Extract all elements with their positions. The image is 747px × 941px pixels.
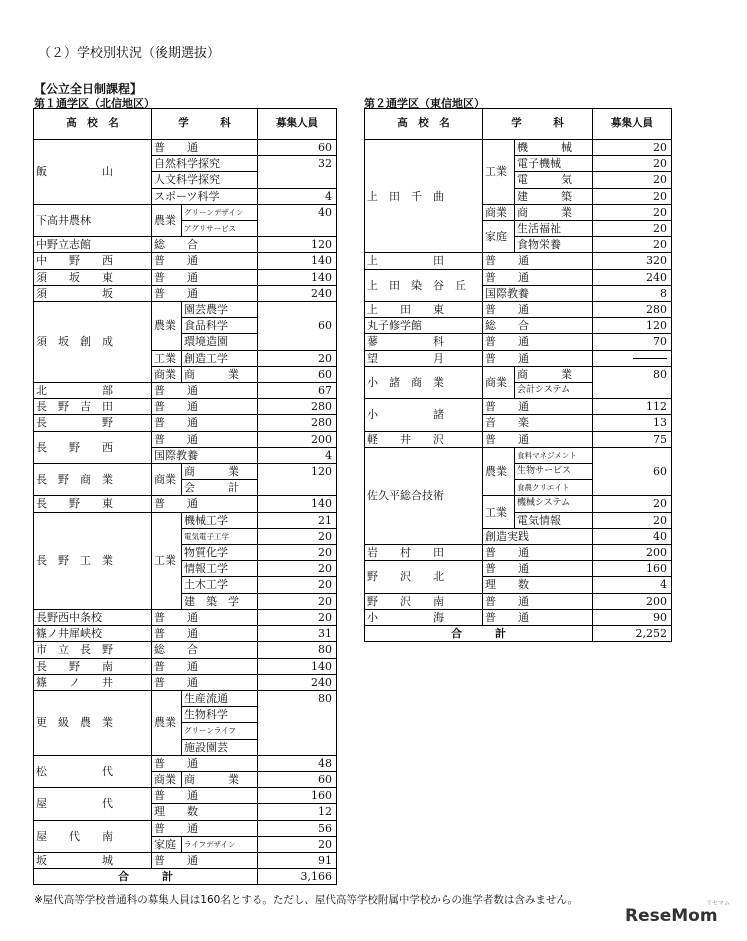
dept-name: 電 気 [515,172,593,188]
count: 112 [593,399,672,415]
count: 31 [258,626,337,642]
count: 80 [258,642,337,658]
district-2-table [364,108,672,642]
total-row [34,869,337,885]
course-category: 【公立全日制課程】 [34,82,143,96]
dept-group: 工業 [483,496,515,528]
dept-name: 普 通 [152,140,258,156]
dept-name: アグリサービス [182,221,258,237]
count: 20 [593,172,672,188]
dept-name: 創造工学 [182,350,258,366]
dept-name: 国際教養 [152,447,258,463]
dept-name: 普 通 [152,852,258,868]
count: 20 [593,512,672,528]
dept-name: 電子機械 [515,156,593,172]
school-name: 長 野 吉 田 [34,399,152,415]
table-row [365,302,672,318]
school-name: 小 諸 商 業 [365,366,483,398]
count: 60 [258,302,337,351]
table-row [34,302,337,318]
count: 21 [258,512,337,528]
count: 80 [258,690,337,755]
dept-name: 普 通 [483,545,593,561]
count: 140 [258,253,337,269]
dept-name: 自然科学探究 [152,156,258,172]
dash-mark [633,358,667,359]
count: 4 [593,577,672,593]
table-row [34,852,337,868]
count: 140 [258,496,337,512]
table-row [34,788,337,804]
dept-name: 電気情報 [515,512,593,528]
count: 20 [258,836,337,852]
school-name: 松 代 [34,755,152,787]
school-name: 長 野 [34,415,152,431]
dept-name: 普 通 [483,593,593,609]
logo-subtext: リセマム [706,900,730,907]
header-dept: 学 科 [483,109,593,140]
dept-name: 生活福祉 [515,221,593,237]
school-name: 坂 城 [34,852,152,868]
count: 120 [258,464,337,496]
count: 20 [258,528,337,544]
school-name: 須 坂 創 成 [34,302,152,383]
count: 280 [593,302,672,318]
school-name: 篠ノ井犀峡校 [34,626,152,642]
table-row [365,447,672,463]
dept-group: 商業 [152,464,182,496]
count: 120 [593,318,672,334]
dept-name: 商 業 [182,771,258,787]
dept-name: 会計システム [515,383,593,399]
header-count: 募集人員 [593,109,672,140]
table-row [34,464,337,480]
count: 320 [593,253,672,269]
dept-name: 総 合 [152,642,258,658]
count: 20 [258,545,337,561]
count: 75 [593,431,672,447]
table-row [365,318,672,334]
footnote: ※屋代高等学校普通科の募集人員は160名とする。ただし、屋代高等学校附属中学校からの進学者数は含みません。 [34,894,578,906]
dept-name: 機械工学 [182,512,258,528]
count: 20 [593,156,672,172]
count: 90 [593,609,672,625]
dept-name: 電気電子工学 [182,528,258,544]
count: 20 [593,221,672,237]
table-row [365,561,672,577]
table-row [34,140,337,156]
district-2-title: 第２通学区（東信地区） [364,97,485,110]
school-name: 岩 村 田 [365,545,483,561]
dept-name: 国際教養 [483,285,593,301]
header-count: 募集人員 [258,109,337,140]
count: 240 [593,269,672,285]
dept-name: スポーツ科学 [152,188,258,204]
count: 20 [593,140,672,156]
table-row [34,383,337,399]
table-row [34,609,337,625]
dept-name: 機 械 [515,140,593,156]
school-name: 上 田 千 曲 [365,140,483,253]
table-row [365,140,672,156]
dept-name: 音 楽 [483,415,593,431]
dept-name: 情報工学 [182,561,258,577]
dept-name: 普 通 [483,561,593,577]
table-row [34,690,337,706]
school-name: 篠 ノ 井 [34,674,152,690]
count: 120 [258,237,337,253]
dept-name: 普 通 [152,609,258,625]
count: 20 [593,188,672,204]
table-row [34,755,337,771]
table-row [365,545,672,561]
dept-group: 商業 [152,771,182,787]
dept-name: 人文科学探究 [152,172,258,188]
school-name: 上 田 染 谷 丘 [365,269,483,301]
count: 20 [593,496,672,512]
dept-group: 工業 [483,140,515,205]
header-school: 高 校 名 [365,109,483,140]
count: 280 [258,415,337,431]
dept-name: 総 合 [152,237,258,253]
dept-name: 普 通 [152,496,258,512]
count: 60 [258,140,337,156]
school-name: 小 海 [365,609,483,625]
count: 200 [593,545,672,561]
dept-name: ライフデザイン [182,836,258,852]
count: 67 [258,383,337,399]
table-row [34,269,337,285]
total-label: 合 計 [365,626,593,642]
total-label: 合 計 [34,869,258,885]
table-row [34,512,337,528]
dept-name: 普 通 [152,674,258,690]
count: 70 [593,334,672,350]
dept-name: 普 通 [152,285,258,301]
dept-name: 普 通 [152,820,258,836]
count: 13 [593,415,672,431]
school-name: 長 野 南 [34,658,152,674]
count: 12 [258,804,337,820]
dept-name: 普 通 [152,399,258,415]
dept-name: 食品科学 [182,318,258,334]
table-row [365,399,672,415]
count: 160 [258,788,337,804]
school-name: 小 諸 [365,399,483,431]
table-row [365,350,672,366]
dept-name: 食料マネジメント [515,447,593,463]
dept-name: 食物栄養 [515,237,593,253]
school-name: 丸子修学館 [365,318,483,334]
total-count: 2,252 [593,626,672,642]
dept-name: 普 通 [152,658,258,674]
count: 40 [258,204,337,236]
count: 20 [258,561,337,577]
dept-group: 商業 [483,204,515,220]
school-name: 須 坂 [34,285,152,301]
table-row [34,431,337,447]
resemom-logo: ReseMom [625,906,718,926]
school-name: 更 級 農 業 [34,690,152,755]
school-name: 上 田 [365,253,483,269]
table-row [34,253,337,269]
count: 20 [593,204,672,220]
table-row [365,334,672,350]
dept-name: 生物科学 [182,707,258,723]
school-name: 軽 井 沢 [365,431,483,447]
dept-name: 物質化学 [182,545,258,561]
header-dept: 学 科 [152,109,258,140]
count: 91 [258,852,337,868]
dept-name: 施設園芸 [182,739,258,755]
dept-group: 家庭 [483,221,515,253]
dept-name: 普 通 [152,755,258,771]
count: 140 [258,658,337,674]
table-row [34,674,337,690]
school-name: 野 沢 南 [365,593,483,609]
table-header [365,109,672,140]
dept-name: 会 計 [182,480,258,496]
dept-name: 普 通 [152,269,258,285]
dept-group: 農業 [483,447,515,496]
school-name: 飯 山 [34,140,152,205]
dept-name: 普 通 [483,350,593,366]
school-name: 長野西中条校 [34,609,152,625]
table-row [365,609,672,625]
count: 240 [258,674,337,690]
table-row [34,399,337,415]
count: 32 [258,156,337,188]
count-none [593,350,672,366]
count: 280 [258,399,337,415]
school-name: 下高井農林 [34,204,152,236]
dept-group: 商業 [152,366,182,382]
dept-name: 普 通 [152,415,258,431]
dept-name: 生産流通 [182,690,258,706]
dept-name: 普 通 [483,269,593,285]
dept-name: 商 業 [182,464,258,480]
count: 20 [258,609,337,625]
dept-name: 商 業 [182,366,258,382]
dept-name: 普 通 [483,399,593,415]
school-name: 上 田 東 [365,302,483,318]
school-name: 須 坂 東 [34,269,152,285]
dept-name: 商 業 [515,366,593,382]
dept-name: 生物サービス [515,464,593,480]
school-name: 長 野 商 業 [34,464,152,496]
count: 160 [593,561,672,577]
dept-name: 普 通 [483,253,593,269]
table-row [34,642,337,658]
school-name: 屋 代 [34,788,152,820]
school-name: 望 月 [365,350,483,366]
table-row [365,253,672,269]
total-count: 3,166 [258,869,337,885]
school-name: 北 部 [34,383,152,399]
school-name: 長 野 西 [34,431,152,463]
dept-name: 園芸農学 [182,302,258,318]
dept-name: 建 築 学 [182,593,258,609]
dept-group: 農業 [152,690,182,755]
dept-group: 農業 [152,302,182,351]
table-row [365,593,672,609]
dept-name: 普 通 [483,431,593,447]
dept-group: 農業 [152,204,182,236]
table-row [34,237,337,253]
dept-name: 建 築 [515,188,593,204]
count: 20 [258,593,337,609]
dept-name: 創造実践 [483,528,593,544]
table-row [34,285,337,301]
count: 8 [593,285,672,301]
dept-name: 土木工学 [182,577,258,593]
dept-name: グリーンライフ [182,723,258,739]
dept-name: 普 通 [483,609,593,625]
dept-name: 食農クリエイト [515,480,593,496]
count: 56 [258,820,337,836]
count: 48 [258,755,337,771]
dept-name: 環境造園 [182,334,258,350]
dept-name: 理 数 [152,804,258,820]
dept-group: 工業 [152,350,182,366]
table-row [34,415,337,431]
dept-name: 普 通 [483,334,593,350]
school-name: 長 野 工 業 [34,512,152,609]
table-row [365,431,672,447]
count: 140 [258,269,337,285]
count: 200 [258,431,337,447]
total-row [365,626,672,642]
count: 4 [258,447,337,463]
dept-name: 商 業 [515,204,593,220]
table-row [34,626,337,642]
school-name: 長 野 東 [34,496,152,512]
count: 200 [593,593,672,609]
table-row [365,269,672,285]
table-row [34,496,337,512]
school-name: 市 立 長 野 [34,642,152,658]
dept-name: グリーンデザイン [182,204,258,220]
page-heading: （２）学校別状況（後期選抜） [38,46,221,61]
count: 4 [258,188,337,204]
table-row [34,658,337,674]
school-name: 屋 代 南 [34,820,152,852]
table-row [365,366,672,382]
dept-group: 工業 [152,512,182,609]
dept-name: 普 通 [152,253,258,269]
school-name: 蓼 科 [365,334,483,350]
dept-name: 普 通 [152,431,258,447]
district-1-title: 第１通学区（北信地区） [34,97,155,110]
dept-group: 家庭 [152,836,182,852]
table-header [34,109,337,140]
count: 20 [258,577,337,593]
dept-name: 普 通 [483,302,593,318]
dept-name: 普 通 [152,626,258,642]
dept-name: 普 通 [152,383,258,399]
dept-group: 商業 [483,366,515,398]
count: 60 [593,447,672,496]
count: 80 [593,366,672,398]
dept-name: 総 合 [483,318,593,334]
count: 40 [593,528,672,544]
school-name: 野 沢 北 [365,561,483,593]
dept-name: 理 数 [483,577,593,593]
count: 60 [258,366,337,382]
school-name: 中野立志館 [34,237,152,253]
header-school: 高 校 名 [34,109,152,140]
count: 20 [593,237,672,253]
count: 20 [258,350,337,366]
district-1-table [33,108,337,885]
school-name: 中 野 西 [34,253,152,269]
table-row [34,204,337,220]
dept-name: 普 通 [152,788,258,804]
school-name: 佐久平総合技術 [365,447,483,544]
dept-name: 機械システム [515,496,593,512]
table-row [34,820,337,836]
count: 240 [258,285,337,301]
count: 60 [258,771,337,787]
